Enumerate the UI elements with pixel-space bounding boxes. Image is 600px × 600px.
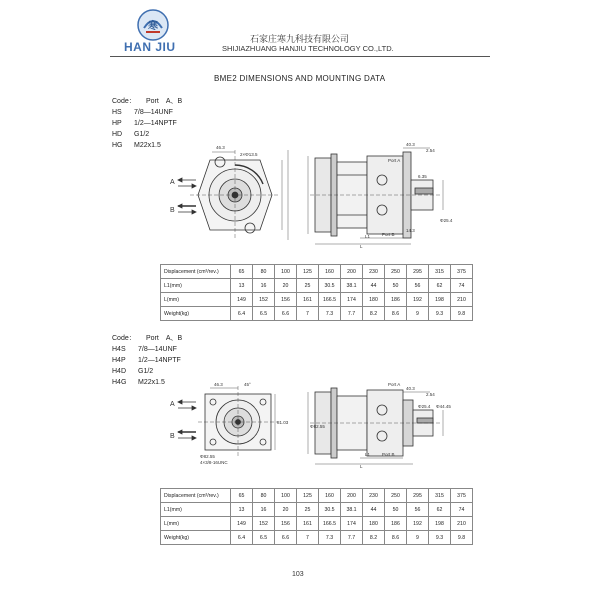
page-title: BME2 DIMENSIONS AND MOUNTING DATA <box>214 74 386 83</box>
thread: M22x1.5 <box>134 142 161 149</box>
table-cell: 9 <box>407 307 429 321</box>
code-label: Code： <box>112 98 136 105</box>
company-name-cn: 石家庄寒九科技有限公司 <box>250 34 350 44</box>
thread: M22x1.5 <box>138 379 165 386</box>
spec-table-2 <box>160 488 473 545</box>
logo-text: HAN JIU <box>124 40 176 54</box>
port-a-label: Port A <box>388 382 401 387</box>
table-cell: 7.3 <box>319 307 341 321</box>
table-row <box>161 531 473 545</box>
table-cell: 13 <box>231 503 253 517</box>
row-header: L(mm) <box>161 293 231 307</box>
thread: 1/2—14NPTF <box>134 120 177 127</box>
table-cell: 9.8 <box>451 531 473 545</box>
table-cell: 161 <box>297 517 319 531</box>
code-value: Port A、B <box>146 335 183 342</box>
dim-label: 14.3 <box>406 228 415 233</box>
table-row <box>161 279 473 293</box>
table-cell: 161 <box>297 293 319 307</box>
table-cell: 7.7 <box>341 307 363 321</box>
table-cell: 6.4 <box>231 307 253 321</box>
table-cell: 100 <box>275 265 297 279</box>
dim-label: 6.35 <box>418 174 427 179</box>
table-cell: 13 <box>231 279 253 293</box>
table-cell: 56 <box>407 279 429 293</box>
table-cell: 315 <box>429 489 451 503</box>
table-cell: 198 <box>429 293 451 307</box>
table-cell: 74 <box>451 503 473 517</box>
code-value: Port A、B <box>146 98 183 105</box>
table-cell: 16 <box>253 503 275 517</box>
table-cell: 152 <box>253 293 275 307</box>
dim-label: 2×Φ13.5 <box>240 152 258 157</box>
table-cell: 25 <box>297 279 319 293</box>
code-label: Code： <box>112 335 136 342</box>
thread: G1/2 <box>138 368 154 375</box>
company-logo-icon <box>136 8 170 42</box>
table-cell: 6.5 <box>253 307 275 321</box>
table-cell: 152 <box>253 517 275 531</box>
table-cell: 149 <box>231 293 253 307</box>
port-a-arrow-label: A <box>170 179 175 186</box>
row-header: L(mm) <box>161 517 231 531</box>
table-cell: 198 <box>429 517 451 531</box>
svg-text:寒: 寒 <box>148 21 158 32</box>
table-cell: 38.1 <box>341 279 363 293</box>
dim-label: Φ82.55 <box>310 424 325 429</box>
row-header: Displacement (cm³/rev.) <box>161 489 231 503</box>
dim-label: L1 <box>365 234 371 239</box>
table-cell: 160 <box>319 265 341 279</box>
table-cell: 156 <box>275 293 297 307</box>
thread: 1/2—14NPTF <box>138 357 181 364</box>
table-cell: 186 <box>385 293 407 307</box>
table-cell: 7.7 <box>341 531 363 545</box>
dim-label: 45° <box>244 382 251 387</box>
table-cell: 20 <box>275 279 297 293</box>
table-cell: 174 <box>341 293 363 307</box>
table-cell: 50 <box>385 503 407 517</box>
table-cell: 375 <box>451 489 473 503</box>
table-cell: 174 <box>341 517 363 531</box>
table-cell: 166.5 <box>319 293 341 307</box>
table-cell: 200 <box>341 489 363 503</box>
table-cell: 230 <box>363 489 385 503</box>
table-cell: 62 <box>429 503 451 517</box>
table-row <box>161 293 473 307</box>
table-cell: 295 <box>407 489 429 503</box>
port-b-label: Port B <box>382 232 395 237</box>
table-cell: 8.2 <box>363 531 385 545</box>
table-cell: 160 <box>319 489 341 503</box>
table-cell: 8.6 <box>385 307 407 321</box>
technical-drawing-2 <box>160 378 460 468</box>
table-cell: 8.6 <box>385 531 407 545</box>
dim-label: 46.3 <box>214 382 223 387</box>
table-row <box>161 307 473 321</box>
port-b-label: Port B <box>382 452 395 457</box>
table-cell: 186 <box>385 517 407 531</box>
table-cell: 210 <box>451 293 473 307</box>
table-cell: 16 <box>253 279 275 293</box>
dim-label: 40.3 <box>406 386 415 391</box>
company-name-en: SHIJIAZHUANG HANJIU TECHNOLOGY CO.,LTD. <box>222 44 394 53</box>
row-header: Weight(kg) <box>161 307 231 321</box>
table-row <box>161 489 473 503</box>
table-cell: 44 <box>363 503 385 517</box>
header-divider <box>110 56 490 57</box>
code: HS <box>112 109 122 116</box>
technical-drawing-1 <box>160 140 460 250</box>
table-cell: 25 <box>297 503 319 517</box>
table-cell: 6.5 <box>253 531 275 545</box>
table-cell: 149 <box>231 517 253 531</box>
port-b-arrow-label: B <box>170 433 175 440</box>
table-cell: 50 <box>385 279 407 293</box>
table-cell: 166.5 <box>319 517 341 531</box>
table-cell: 250 <box>385 265 407 279</box>
table-cell: 9.3 <box>429 531 451 545</box>
table-cell: 180 <box>363 293 385 307</box>
table-cell: 20 <box>275 503 297 517</box>
table-cell: 156 <box>275 517 297 531</box>
table-cell: 8.2 <box>363 307 385 321</box>
code: HG <box>112 142 123 149</box>
dim-label: L1 <box>365 452 371 457</box>
table-cell: 7.3 <box>319 531 341 545</box>
code: HP <box>112 120 122 127</box>
dim-label: Φ82.55 <box>200 454 215 459</box>
table-cell: 30.5 <box>319 503 341 517</box>
dim-label: 2.54 <box>426 148 435 153</box>
port-a-label: Port A <box>388 158 401 163</box>
table-cell: 65 <box>231 489 253 503</box>
table-cell: 74 <box>451 279 473 293</box>
table-cell: 192 <box>407 293 429 307</box>
dim-label: 4×3/8-16UNC <box>200 460 228 465</box>
dim-label: 2.54 <box>426 392 435 397</box>
table-cell: 375 <box>451 265 473 279</box>
table-cell: 315 <box>429 265 451 279</box>
table-cell: 80 <box>253 265 275 279</box>
page-number: 103 <box>292 571 304 578</box>
table-row <box>161 503 473 517</box>
table-cell: 80 <box>253 489 275 503</box>
table-cell: 6.4 <box>231 531 253 545</box>
table-cell: 9.8 <box>451 307 473 321</box>
port-a-arrow-label: A <box>170 401 175 408</box>
thread: 7/8—14UNF <box>134 109 173 116</box>
code: H4P <box>112 357 126 364</box>
dim-label: 46.3 <box>216 145 225 150</box>
thread: 7/8—14UNF <box>138 346 177 353</box>
code: H4G <box>112 379 127 386</box>
dim-label: Φ44.45 <box>436 404 451 409</box>
table-cell: 180 <box>363 517 385 531</box>
table-cell: 9 <box>407 531 429 545</box>
code: HD <box>112 131 123 138</box>
table-cell: 65 <box>231 265 253 279</box>
table-cell: 125 <box>297 265 319 279</box>
table-cell: 250 <box>385 489 407 503</box>
table-cell: 62 <box>429 279 451 293</box>
table-cell: 200 <box>341 265 363 279</box>
dim-label: L <box>360 464 363 468</box>
table-cell: 7 <box>297 307 319 321</box>
thread: G1/2 <box>134 131 150 138</box>
row-header: L1(mm) <box>161 503 231 517</box>
code: H4D <box>112 368 127 375</box>
dim-label: Φ25.4 <box>440 218 453 223</box>
table-cell: 125 <box>297 489 319 503</box>
table-cell: 9.3 <box>429 307 451 321</box>
table-row <box>161 265 473 279</box>
table-cell: 210 <box>451 517 473 531</box>
table-cell: 100 <box>275 489 297 503</box>
table-cell: 295 <box>407 265 429 279</box>
table-cell: 56 <box>407 503 429 517</box>
dim-label: L <box>360 244 363 249</box>
table-cell: 44 <box>363 279 385 293</box>
row-header: Weight(kg) <box>161 531 231 545</box>
dim-label: 81.03 <box>277 420 289 425</box>
dim-label: Φ25.4 <box>418 404 431 409</box>
port-b-arrow-label: B <box>170 207 175 214</box>
row-header: L1(mm) <box>161 279 231 293</box>
table-cell: 6.6 <box>275 531 297 545</box>
table-cell: 7 <box>297 531 319 545</box>
spec-table-1 <box>160 264 473 321</box>
table-cell: 30.5 <box>319 279 341 293</box>
code: H4S <box>112 346 126 353</box>
table-cell: 38.1 <box>341 503 363 517</box>
table-row <box>161 517 473 531</box>
dim-label: 40.3 <box>406 142 415 147</box>
row-header: Displacement (cm³/rev.) <box>161 265 231 279</box>
table-cell: 6.6 <box>275 307 297 321</box>
table-cell: 192 <box>407 517 429 531</box>
table-cell: 230 <box>363 265 385 279</box>
